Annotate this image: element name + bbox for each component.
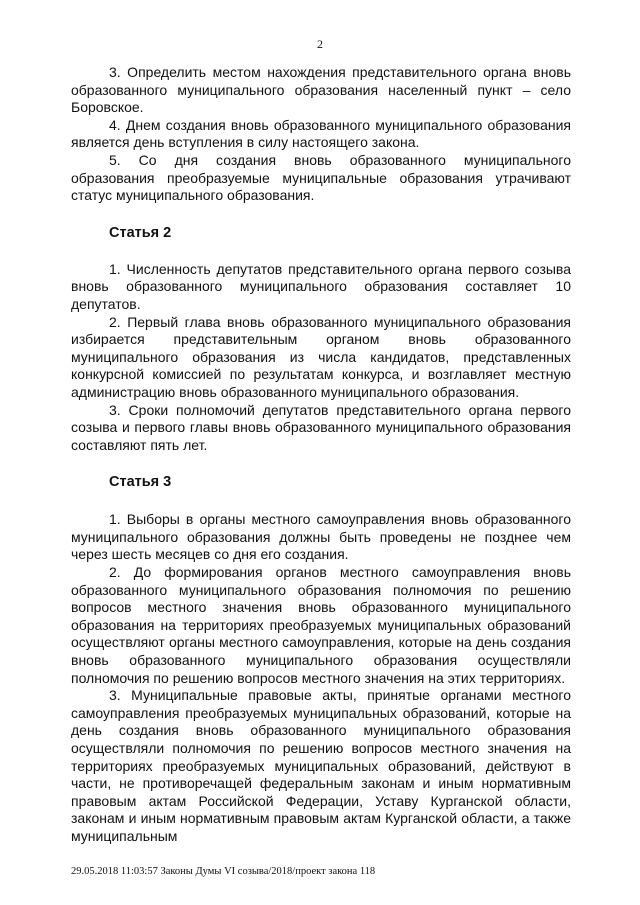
page-number: 2 bbox=[317, 37, 323, 51]
article-2-paragraph-2: 2. Первый глава вновь образованного муниципального образования избирается представительным органом вновь образованного муниципального образования из числа кандидатов, представленных конкурсной комиссией по результатам конкурса, и возглавляет местную администрацию вновь образованного муниципального образования. bbox=[71, 313, 571, 400]
article-2-paragraph-3: 3. Сроки полномочий депутатов представительного органа первого созыва и первого главы вновь образованного муниципального образования составляют пять лет. bbox=[71, 401, 571, 453]
document-footer: 29.05.2018 11:03:57 Законы Думы VI созыва/2018/проект закона 118 bbox=[71, 866, 376, 877]
article-2-paragraph-1: 1. Численность депутатов представительного органа первого созыва вновь образованного муниципального образования составляет 10 депутатов. bbox=[71, 260, 571, 312]
paragraph-1-4: 4. Днем создания вновь образованного муниципального образования является день вступления в силу настоящего закона. bbox=[71, 116, 571, 151]
article-3-paragraph-2: 2. До формирования органов местного самоуправления вновь образованного муниципального образования полномочия по решению вопросов местного значения вновь образованного муниципального образования на территориях преобразуемых муниципальных образований осуществляют органы местного самоуправления, которые на день создания вновь образованного муниципального образования осуществляли полномочия по решению вопросов местного значения на этих территориях. bbox=[71, 564, 571, 686]
paragraph-1-5: 5. Со дня создания вновь образованного муниципального образования преобразуемые муниципальные образования утрачивают статус муниципального образования. bbox=[71, 151, 571, 204]
paragraph-1-3: 3. Определить местом нахождения представительного органа вновь образованного муниципального образования населенный пункт – село Боровское. bbox=[71, 64, 571, 116]
article-3-paragraph-1: 1. Выборы в органы местного самоуправления вновь образованного муниципального образования должны быть проведены не позднее чем через шесть месяцев со дня его создания. bbox=[71, 511, 571, 563]
article-3-paragraph-3: 3. Муниципальные правовые акты, принятые органами местного самоуправления преобразуемых муниципальных образований, которые на день создания вновь образованного муниципального образования осуществляли полномочия по решению вопросов местного значения на территориях преобразуемых муниципальных образований, действуют в части, не противоречащей федеральным законам и иным нормативным правовым актам Российской Федерации, Уставу Курганской области, законам и иным нормативным правовым актам Курганской области, а также муниципальным bbox=[71, 687, 571, 844]
article-2-heading: Статья 2 bbox=[109, 224, 172, 241]
article-3-heading: Статья 3 bbox=[109, 474, 172, 491]
document-body bbox=[71, 64, 571, 846]
